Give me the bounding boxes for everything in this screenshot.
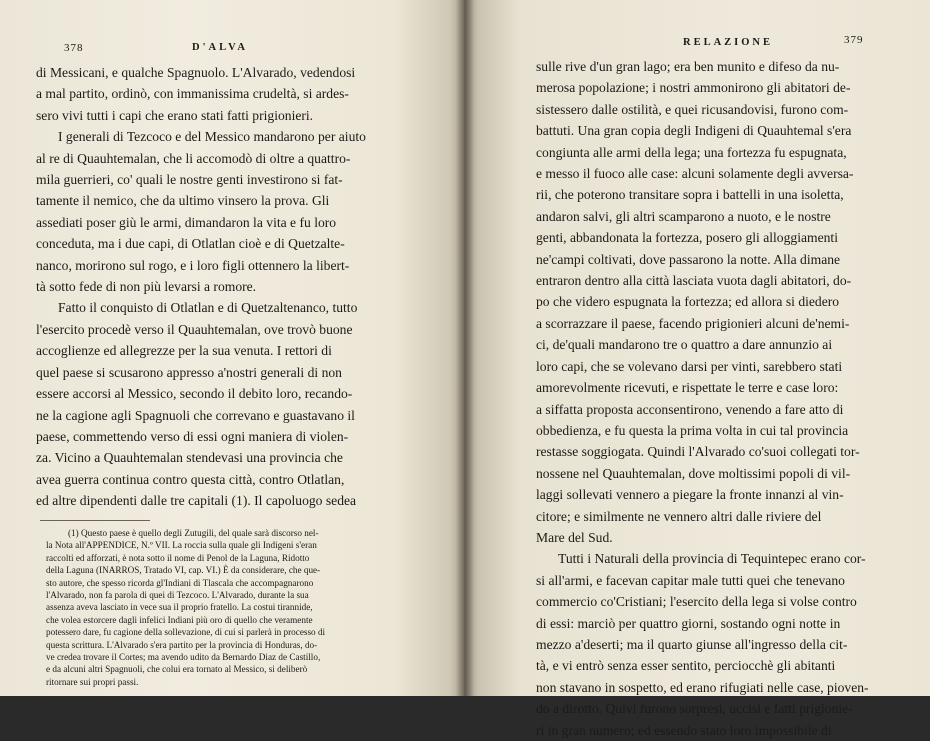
- text-line: po che videro espugnata la fortezza; ed allora si diedero: [536, 294, 840, 310]
- text-line: congiunta alle armi della lega; una fortezza fu espugnata,: [536, 144, 847, 160]
- left-body-text: [36, 62, 432, 512]
- text-line: sto autore, che spesso ricorda gl'Indiani di Tlascala che accompagnarono: [46, 577, 314, 588]
- text-line: conceduta, ma i due capi, di Otlatlan cioè e di Quetzalte-: [36, 236, 345, 252]
- text-line: mezzo a'deserti; ma il quarto giunse all'ingresso della cit-: [536, 636, 848, 652]
- right-body-text: [536, 56, 916, 741]
- text-line: raccolti ed afforzati, è nota sotto il nome di Penol de la Laguna, Ridotto: [46, 552, 310, 563]
- text-line: citore; e similmente ne vennero altri dalle riviere del: [536, 508, 822, 524]
- footnote-rule: [40, 520, 150, 521]
- text-line: tà, e vi entrò senza esser sentito, perciocchè gli abitanti: [536, 658, 836, 674]
- text-line: l'esercito procedè verso il Quauhtemalan, ove trovò buone: [36, 321, 353, 337]
- left-footnote: [46, 527, 432, 688]
- text-line: questa scrittura. L'Alvarado s'era partito per la provincia di Honduras, do-: [46, 639, 318, 650]
- text-line: restasse soggiogata. Quindi l'Alvarado co'suoi collegati tor-: [536, 444, 860, 460]
- text-line: (1) Questo paese è quello degli Zutugili, del quale sarà discorso nel-: [68, 528, 319, 538]
- text-line: do a dirotto. Quivi furono sorpresi, uccisi e fatti prigionie-: [536, 701, 853, 717]
- text-line: Tutti i Naturali della provincia di Tequintepec erano cor-: [558, 551, 866, 567]
- text-line: e messo il fuoco alle case: alcuni solamente degli avversa-: [536, 166, 854, 182]
- right-page-number: 379: [844, 34, 864, 46]
- left-running-title: D'ALVA: [192, 42, 248, 53]
- text-line: di essi: marciò per quattro giorni, sostando ogni notte in: [536, 615, 841, 631]
- text-line: della Laguna (INARROS, Tratado VI, cap. VI.) È da considerare, che que-: [46, 565, 321, 576]
- text-line: mila guerrieri, co' quali le nostre genti investirono si fat-: [36, 172, 343, 188]
- text-line: l'Alvarado, non fa parola di quei di Tezcoco. L'Alvarado, durante la sua: [46, 590, 309, 601]
- text-line: assediati poser giù le armi, dimandaron la vita e fu loro: [36, 214, 337, 230]
- text-line: laggi sollevati vennero a piegare la fronte innanzi al vin-: [536, 487, 844, 503]
- text-line: paese, commettendo verso di essi ogni maniera di violen-: [36, 428, 349, 444]
- text-line: tamente il nemico, che da ultimo vinsero la prova. Gli: [36, 193, 330, 209]
- text-line: merosa popolazione; i nostri ammonirono gli abitatori de-: [536, 80, 851, 96]
- text-line: al re di Quauhtemalan, che li accomodò di oltre a quattro-: [36, 150, 351, 166]
- text-line: a scorrazzare il paese, facendo prigionieri alcuni de'nemi-: [536, 315, 850, 331]
- text-line: accoglienze ed allegrezze per la sua venuta. I rettori di: [36, 343, 332, 359]
- text-line: che volea estorcere dagli infelici Indiani più oro di quello che veramente: [46, 614, 313, 625]
- text-line: ritornare sui propri passi.: [46, 676, 139, 687]
- text-line: nanco, morirono sul rogo, e i loro figli ottennero la libert-: [36, 257, 350, 273]
- text-line: obbedienza, e fu questa la prima volta in cui tal provincia: [536, 422, 849, 438]
- text-line: commercio co'Cristiani; l'esercito della lega si volse contro: [536, 594, 857, 610]
- text-line: si all'armi, e facevan capitar male tutti quei che tenevano: [536, 572, 845, 588]
- text-line: quel paese si scusarono appresso a'nostri generali di non: [36, 364, 342, 380]
- text-line: la Nota all'APPENDICE, N.º VII. La roccia sulla quale gli Indigeni s'eran: [46, 540, 317, 551]
- text-line: ci, de'quali mandarono tre o quattro a dare annunzio ai: [536, 337, 833, 353]
- text-line: I generali di Tezcoco e del Messico mandarono per aiuto: [58, 129, 366, 145]
- text-line: za. Vicino a Quauhtemalan stendevasi una provincia che: [36, 450, 343, 466]
- text-line: sero vivi tutti i capi che erano stati fatti prigionieri.: [36, 107, 314, 123]
- text-line: Fatto il conquisto di Otlatlan e di Quetzaltenanco, tutto: [58, 300, 358, 316]
- text-line: a siffatta proposta acconsentirono, venendo a fare atto di: [536, 401, 844, 417]
- text-line: assenza aveva lasciato in vece sua il proprio fratello. La costui tirannide,: [46, 602, 313, 613]
- text-line: rii, che poterono transitare sopra i battelli in una isoletta,: [536, 187, 844, 203]
- text-line: a mal partito, ordinò, con immanissima crudeltà, si ardes-: [36, 86, 349, 102]
- left-page-number: 378: [64, 42, 84, 54]
- text-line: di Messicani, e qualche Spagnuolo. L'Alvarado, vedendosi: [36, 65, 356, 80]
- text-line: sistessero dalle ostilità, e quei ricusandovisi, furono com-: [536, 101, 849, 117]
- book-gutter-shadow: [456, 0, 474, 696]
- text-line: ri in gran numero; ed essendo stato loro impossibile di: [536, 722, 832, 738]
- text-line: tà sotto fede di non più levarsi a romore.: [36, 279, 257, 295]
- text-line: Mare del Sud.: [536, 529, 613, 545]
- text-line: battuti. Una gran copia degli Indigeni di Quauhtemal s'era: [536, 123, 852, 139]
- text-line: e da alcuni altri Spagnuoli, che colui era tornato al Messico, si deliberò: [46, 664, 308, 675]
- right-page: [464, 0, 930, 738]
- text-line: potessero dare, fu cagione della sollevazione, di cui si parlerà in processo di: [46, 627, 326, 638]
- text-line: avea guerra continua contro questa città, contro Otlatlan,: [36, 471, 345, 487]
- text-line: sulle rive d'un gran lago; era ben munito e difeso da nu-: [536, 59, 840, 74]
- text-line: non stavano in sospetto, ed erano rifugiati nelle case, pioven-: [536, 679, 869, 695]
- text-line: genti, abbandonata la fortezza, posero gli alloggiamenti: [536, 230, 838, 246]
- text-line: ve credea trovare il Cortes; ma avendo udito da Bernardo Diaz de Castillo,: [46, 652, 321, 663]
- right-running-title: RELAZIONE: [683, 37, 774, 48]
- text-line: amorevolmente ricevuti, e rispettate le terre e case loro:: [536, 380, 839, 396]
- text-line: entraron dentro alla città lasciata vuota dagli abitatori, do-: [536, 273, 852, 289]
- text-line: ne la cagione agli Spagnuoli che correvano e guastavano il: [36, 407, 355, 423]
- text-line: ed altre dipendenti dalle tre capitali (1). Il capoluogo sedea: [36, 493, 357, 509]
- text-line: loro capi, che se volevano darsi per vinti, sarebbero stati: [536, 358, 843, 374]
- text-line: ne'campi coltivati, dove passarono la notte. Alla dimane: [536, 251, 841, 267]
- text-line: nossene nel Quauhtemalan, dove moltissimi popoli di vil-: [536, 465, 851, 481]
- text-line: andaron salvi, gli altri scamparono a nuoto, e le nostre: [536, 208, 831, 224]
- text-line: essere accorsi al Messico, secondo il debito loro, recando-: [36, 386, 353, 402]
- left-page: [0, 0, 464, 696]
